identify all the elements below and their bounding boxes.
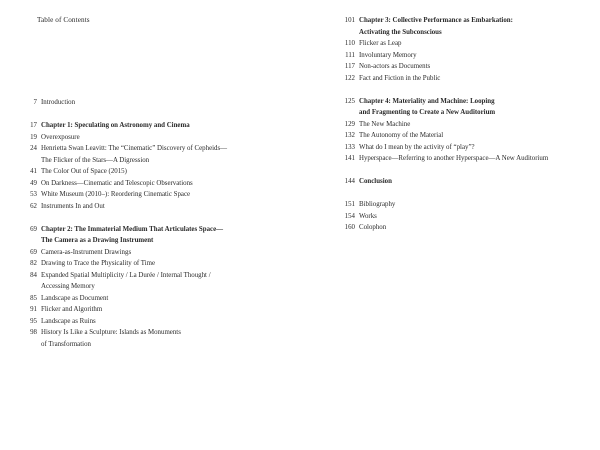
toc-page-number: 117 [344, 63, 355, 70]
toc-entry [14, 304, 284, 316]
toc-entry-title: Drawing to Trace the Physicality of Time [41, 260, 156, 267]
toc-page-number: 49 [30, 179, 37, 187]
toc-entry [332, 142, 594, 154]
toc-page-number: 17 [30, 122, 37, 129]
toc-entry-title: Chapter 2: The Immaterial Medium That Articulates Space— [41, 225, 224, 233]
toc-entry-title: White Museum (2010–): Reordering Cinematic Space [41, 191, 191, 198]
toc-entry [332, 199, 594, 211]
toc-entry-title: Introduction [41, 99, 76, 106]
toc-entry [14, 327, 284, 339]
toc-page-number: 111 [345, 51, 355, 59]
toc-entry [332, 222, 594, 234]
toc-entry-title: Conclusion [359, 178, 392, 185]
toc-page-number: 151 [344, 201, 355, 208]
toc-entry [332, 73, 594, 85]
toc-entry-title: The Color Out of Space (2015) [41, 168, 127, 175]
toc-entry-title: Flicker as Leap [359, 40, 402, 47]
toc-entry [14, 166, 284, 178]
toc-page-number: 24 [30, 145, 37, 152]
page-title: Table of Contents [37, 16, 90, 24]
toc-entry [14, 339, 284, 351]
toc-entry-title: Landscape as Document [41, 294, 109, 302]
toc-page-number: 110 [344, 40, 355, 47]
toc-entry [332, 27, 594, 39]
toc-entry [14, 235, 284, 247]
toc-page-number: 98 [30, 329, 37, 336]
toc-entry [332, 176, 594, 188]
toc-entry-title: Expanded Spatial Multiplicity / La Durée / Internal Thought / [41, 271, 211, 279]
toc-page-number: 132 [344, 132, 355, 139]
toc-entry-title: The New Machine [359, 120, 411, 128]
toc-entry [14, 155, 284, 167]
toc-entry [332, 96, 594, 108]
toc-page-number: 69 [30, 225, 37, 233]
toc-page-number: 160 [344, 224, 355, 231]
toc-entry-title: Chapter 3: Collective Performance as Embarkation: [359, 17, 513, 24]
toc-entry-title: Henrietta Swan Leavitt: The “Cinematic” Discovery of Cepheids— [41, 145, 228, 152]
toc-entry-title: Overexposure [41, 133, 80, 141]
toc-page-number: 101 [344, 17, 355, 24]
toc-page-number: 144 [344, 178, 355, 185]
toc-entry-title: Fact and Fiction in the Public [359, 74, 441, 82]
toc-entry-title: Works [359, 212, 377, 220]
toc-entry-title: Landscape as Ruins [41, 317, 96, 325]
toc-entry-title: Camera-as-Instrument Drawings [41, 248, 132, 256]
toc-entry [14, 189, 284, 201]
toc-page-number: 95 [30, 317, 37, 325]
toc-entry-title: Hyperspace—Referring to another Hyperspace—A New Auditorium [359, 155, 549, 162]
toc-entry-title: Bibliography [359, 201, 396, 208]
toc-entry-title: Colophon [359, 224, 387, 231]
toc-entry-title: Chapter 4: Materiality and Machine: Looping [359, 97, 495, 105]
toc-page-number: 129 [344, 120, 355, 128]
toc-entry [14, 281, 284, 293]
toc-entry-title: Flicker and Algorithm [41, 306, 103, 313]
toc-entry [332, 107, 594, 119]
toc-entry [14, 270, 284, 282]
toc-page-number: 133 [344, 143, 355, 151]
toc-entry [332, 153, 594, 165]
toc-entry [14, 258, 284, 270]
toc-entry [14, 132, 284, 144]
toc-entry [14, 316, 284, 328]
toc-entry [14, 120, 284, 132]
toc-entry [14, 143, 284, 155]
toc-entry-title: and Fragmenting to Create a New Auditorium [359, 109, 496, 116]
toc-entry-title: On Darkness—Cinematic and Telescopic Observations [41, 179, 193, 187]
toc-entry [14, 224, 284, 236]
toc-page-number: 7 [33, 99, 37, 106]
toc-entry-title: Non-actors as Documents [359, 63, 431, 70]
toc-page-number: 84 [30, 271, 37, 279]
toc-entry [14, 97, 284, 109]
toc-page-number: 154 [344, 212, 355, 220]
toc-page-number: 82 [30, 260, 37, 267]
toc-entry-title: Involuntary Memory [359, 51, 417, 59]
toc-page-number: 85 [30, 294, 37, 302]
toc-entry-title: of Transformation [41, 340, 91, 348]
toc-entry [332, 50, 594, 62]
toc-right-column [332, 15, 594, 234]
toc-entry-title: What do I mean by the activity of “play”? [359, 143, 475, 151]
toc-entry [332, 38, 594, 50]
toc-entry-title: The Flicker of the Stars—A Digression [41, 156, 150, 164]
toc-entry [332, 61, 594, 73]
toc-entry [332, 15, 594, 27]
toc-page-number: 41 [30, 168, 37, 175]
toc-entry-title: Instruments In and Out [41, 202, 105, 210]
toc-page-number: 125 [344, 97, 355, 105]
toc-page-number: 91 [30, 306, 37, 313]
toc-left-column [14, 97, 284, 350]
toc-entry-title: Activating the Subconscious [359, 28, 442, 36]
toc-entry-title: The Camera as a Drawing Instrument [41, 237, 154, 244]
toc-entry [14, 178, 284, 190]
toc-entry-title: Chapter 1: Speculating on Astronomy and Cinema [41, 122, 190, 129]
toc-entry [332, 119, 594, 131]
toc-page-number: 19 [30, 133, 37, 141]
toc-page-number: 69 [30, 248, 37, 256]
toc-entry [332, 130, 594, 142]
toc-page-number: 122 [344, 74, 355, 82]
toc-entry [14, 201, 284, 213]
toc-page-number: 141 [344, 155, 355, 162]
toc-entry-title: History Is Like a Sculpture: Islands as Monuments [41, 329, 181, 336]
toc-entry-title: The Autonomy of the Material [359, 132, 444, 139]
toc-page-number: 62 [30, 202, 37, 210]
toc-entry-title: Accessing Memory [41, 283, 95, 290]
toc-page-number: 53 [30, 191, 37, 198]
toc-entry [14, 247, 284, 259]
toc-entry [332, 211, 594, 223]
toc-entry [14, 293, 284, 305]
